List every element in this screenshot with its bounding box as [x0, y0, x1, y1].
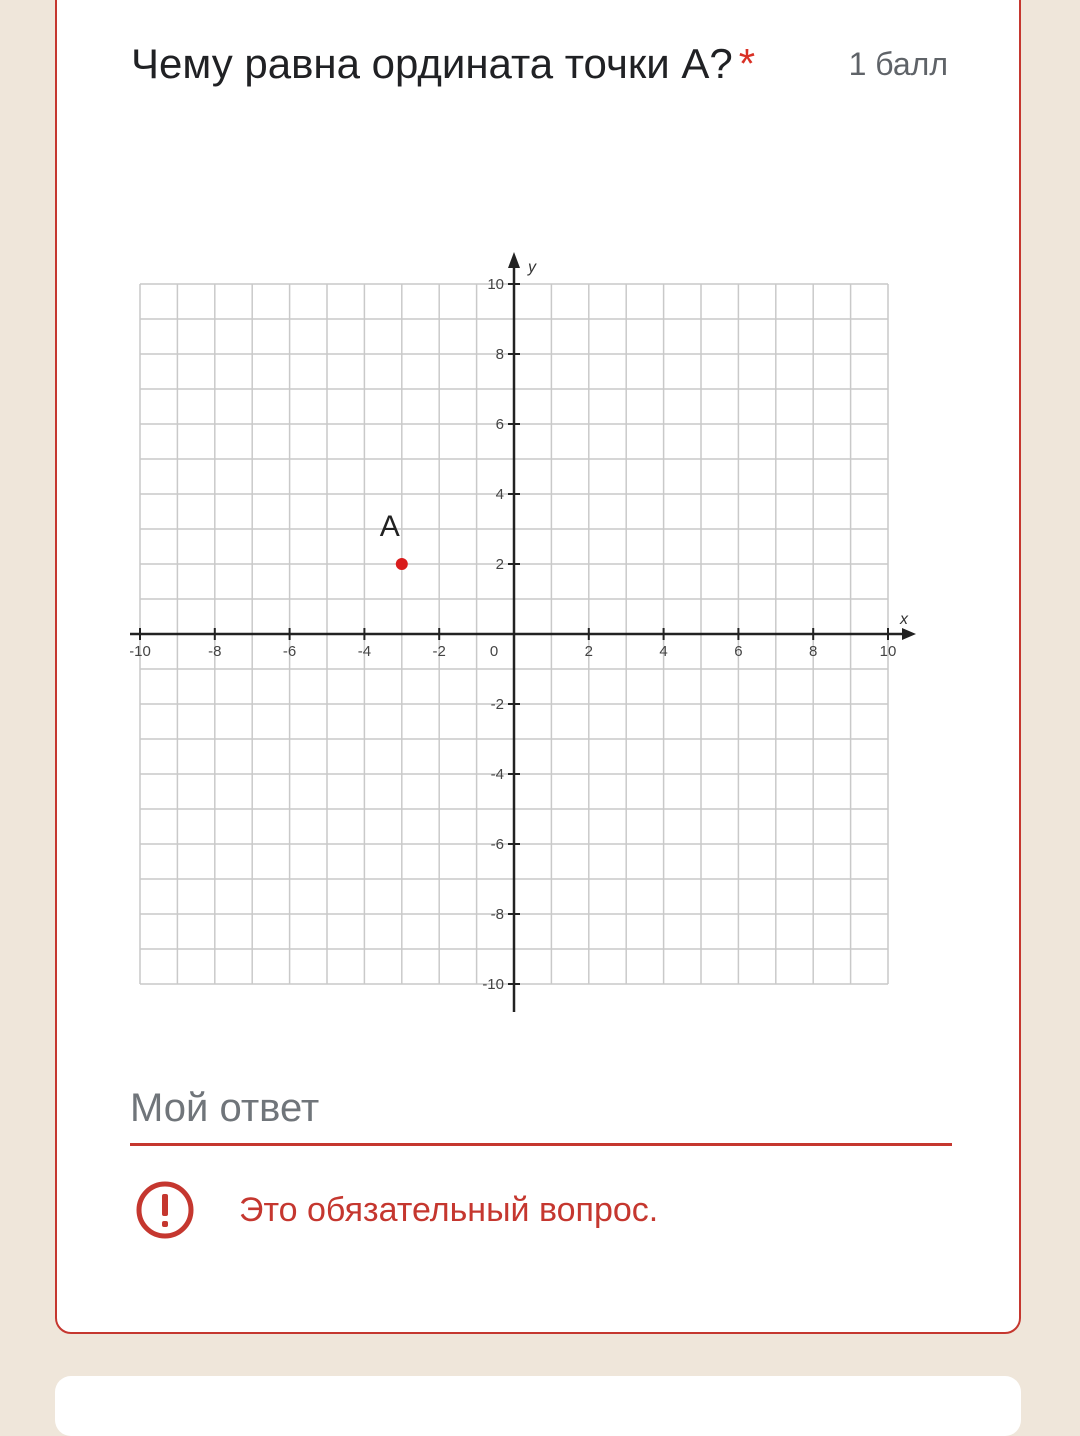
x-tick-label: -4	[357, 643, 372, 660]
error-message: Это обязательный вопрос.	[239, 1190, 659, 1229]
x-tick-label: 2	[584, 643, 593, 660]
y-tick-label: 8	[495, 346, 504, 363]
x-tick-label: 6	[734, 643, 743, 660]
question-text: Чему равна ордината точки А?	[131, 40, 733, 87]
y-tick-label: -2	[490, 696, 504, 713]
y-tick-label: 4	[495, 486, 504, 503]
y-tick-label: -4	[490, 766, 504, 783]
data-point-label: A	[379, 510, 400, 543]
x-tick-label: -10	[130, 643, 151, 660]
answer-input[interactable]	[130, 1074, 952, 1146]
y-tick-label: -10	[482, 976, 504, 993]
origin-label: 0	[489, 643, 499, 660]
y-tick-label: -6	[490, 836, 504, 853]
points-label: 1 балл	[848, 46, 948, 82]
x-tick-label: 4	[659, 643, 668, 660]
validation-error	[135, 1180, 658, 1240]
x-axis-arrow-icon	[902, 628, 916, 640]
data-point-a	[396, 558, 408, 570]
next-question-card	[55, 1376, 1021, 1436]
x-tick-label: -6	[282, 643, 297, 660]
y-axis-arrow-icon	[508, 252, 520, 268]
graph-svg	[130, 252, 1010, 1032]
x-tick-label: -2	[432, 643, 446, 660]
x-tick-label: 8	[809, 643, 818, 660]
x-tick-label: -8	[208, 643, 222, 660]
x-axis-label: x	[900, 611, 908, 628]
y-axis-label: y	[528, 259, 536, 276]
y-tick-label: -8	[490, 906, 504, 923]
y-tick-label: 10	[487, 276, 504, 293]
y-tick-label: 6	[495, 416, 504, 433]
x-tick-label: 10	[879, 643, 897, 660]
question-title	[131, 36, 791, 92]
y-tick-label: 2	[495, 556, 504, 573]
coordinate-graph	[130, 252, 1010, 1037]
required-asterisk: *	[738, 40, 756, 87]
error-circle-icon	[135, 1180, 195, 1240]
question-card	[55, 0, 1021, 1334]
